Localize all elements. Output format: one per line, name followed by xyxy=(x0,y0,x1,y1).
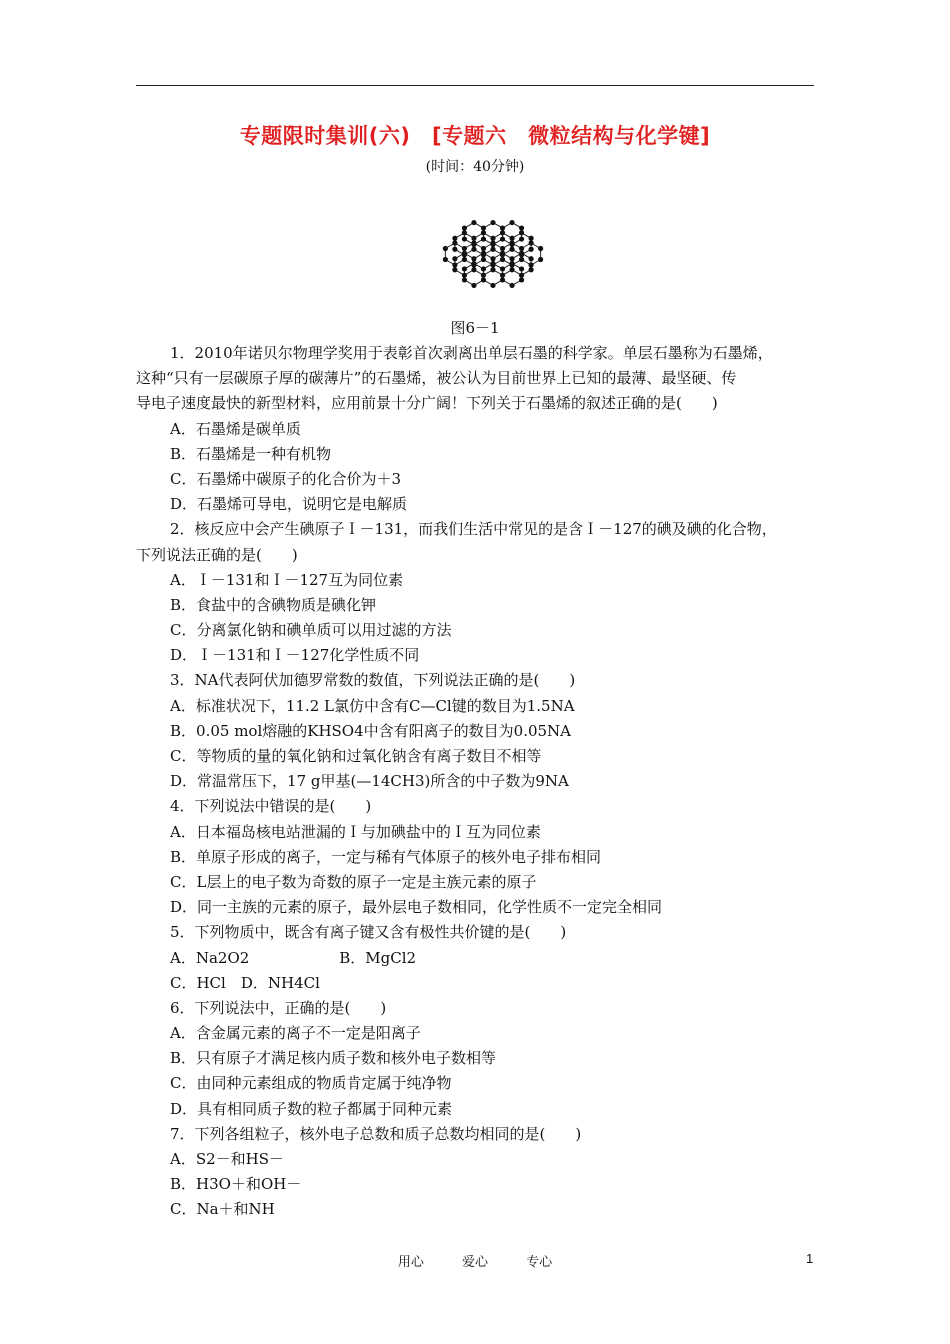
carbon-atom xyxy=(509,267,514,272)
carbon-atom xyxy=(529,240,534,245)
carbon-atom xyxy=(509,240,514,245)
carbon-atom xyxy=(443,246,448,251)
carbon-atom xyxy=(452,247,457,252)
carbon-atom xyxy=(462,257,467,262)
text-line: C．由同种元素组成的物质肯定属于纯净物 xyxy=(170,1074,452,1093)
carbon-atom xyxy=(452,267,457,272)
graphene-structure-figure xyxy=(437,208,549,300)
text-line: 6．下列说法中，正确的是( ) xyxy=(170,998,387,1017)
carbon-atom xyxy=(481,246,486,251)
question-body xyxy=(136,341,816,1223)
carbon-atom xyxy=(519,257,524,262)
text-line: C．HCl D．NH4Cl xyxy=(170,973,320,992)
carbon-atom xyxy=(471,247,476,252)
figure-caption: 图6－1 xyxy=(450,319,500,337)
carbon-atom xyxy=(538,257,543,262)
carbon-atom xyxy=(462,277,467,282)
carbon-atom xyxy=(490,267,495,272)
carbon-atom xyxy=(500,273,505,278)
carbon-atom xyxy=(471,267,476,272)
carbon-atom xyxy=(509,247,514,252)
carbon-atom xyxy=(538,246,543,251)
carbon-atom xyxy=(481,251,486,256)
text-line: C．分离氯化钠和碘单质可以用过滤的方法 xyxy=(170,621,452,640)
page-number: 1 xyxy=(806,1251,814,1266)
carbon-atom xyxy=(500,246,505,251)
text-line: C．Na＋和NH xyxy=(170,1200,275,1219)
carbon-atom xyxy=(519,266,524,271)
carbon-atom xyxy=(500,257,505,262)
carbon-atom xyxy=(490,256,495,261)
text-line: A．Ｉ－131和Ｉ－127互为同位素 xyxy=(170,570,404,589)
text-line: A．石墨烯是碳单质 xyxy=(170,419,301,438)
carbon-atom xyxy=(490,240,495,245)
text-line: 2．核反应中会产生碘原子Ｉ－131，而我们生活中常见的是含Ｉ－127的碘及碘的化合物， xyxy=(170,520,777,539)
text-line: 7．下列各组粒子，核外电子总数和质子总数均相同的是( ) xyxy=(170,1124,582,1143)
text-line: A．含金属元素的离子不一定是阳离子 xyxy=(170,1024,421,1043)
carbon-atom xyxy=(529,236,534,241)
text-line: 3．NA代表阿伏加德罗常数的数值，下列说法正确的是( ) xyxy=(170,671,576,690)
carbon-atom xyxy=(481,225,486,230)
carbon-atom xyxy=(443,257,448,262)
footer-motto: 用心 爱心 专心 xyxy=(397,1255,553,1270)
carbon-atom xyxy=(481,277,486,282)
carbon-atom xyxy=(462,266,467,271)
carbon-atom xyxy=(519,230,524,235)
carbon-atom xyxy=(462,230,467,235)
carbon-atom xyxy=(481,230,486,235)
carbon-atom xyxy=(509,236,514,241)
carbon-atom xyxy=(500,236,505,241)
carbon-atom xyxy=(519,225,524,230)
carbon-atom xyxy=(490,261,495,266)
carbon-atom xyxy=(490,247,495,252)
carbon-atom xyxy=(452,262,457,267)
carbon-atom xyxy=(500,277,505,282)
carbon-atom xyxy=(462,246,467,251)
text-line: 导电子速度最快的新型材料，应用前景十分广阔！下列关于石墨烯的叙述正确的是( ) xyxy=(136,394,718,413)
carbon-atom xyxy=(519,277,524,282)
carbon-atom xyxy=(462,251,467,256)
text-line: B．单原子形成的离子，一定与稀有气体原子的核外电子排布相同 xyxy=(170,847,602,866)
time-note: (时间：40分钟) xyxy=(425,159,525,175)
carbon-atom xyxy=(519,251,524,256)
text-line: B．0.05 mol熔融的KHSO4中含有阳离子的数目为0.05NA xyxy=(170,721,572,740)
carbon-atom xyxy=(462,225,467,230)
text-line: C．L层上的电子数为奇数的原子一定是主族元素的原子 xyxy=(170,872,537,891)
text-line: B．石墨烯是一种有机物 xyxy=(170,444,332,463)
carbon-atom xyxy=(529,256,534,261)
carbon-atom xyxy=(490,283,495,288)
text-line: 1．2010年诺贝尔物理学奖用于表彰首次剥离出单层石墨的科学家。单层石墨称为石墨烯， xyxy=(170,344,773,362)
text-line: 4．下列说法中错误的是( ) xyxy=(170,797,372,816)
carbon-atom xyxy=(471,220,476,225)
carbon-atom xyxy=(500,251,505,256)
carbon-atom xyxy=(509,261,514,266)
text-line: A．日本福岛核电站泄漏的Ｉ与加碘盐中的Ｉ互为同位素 xyxy=(170,822,541,841)
text-line: 这种“只有一层碳原子厚的碳薄片”的石墨烯，被公认为目前世界上已知的最薄、最坚硬、传 xyxy=(136,369,737,388)
document-title: 专题限时集训(六) [专题六 微粒结构与化学键] xyxy=(239,124,711,148)
carbon-atom xyxy=(509,220,514,225)
carbon-atom xyxy=(471,256,476,261)
header-rule xyxy=(136,85,814,86)
carbon-atom xyxy=(481,236,486,241)
carbon-atom xyxy=(519,273,524,278)
carbon-atom xyxy=(500,230,505,235)
text-line: A．Na2O2 B．MgCl2 xyxy=(170,948,417,967)
carbon-atom xyxy=(481,266,486,271)
text-line: D．Ｉ－131和Ｉ－127化学性质不同 xyxy=(170,646,420,665)
text-line: C．等物质的量的氧化钠和过氧化钠含有离子数目不相等 xyxy=(170,747,542,765)
carbon-atom xyxy=(509,256,514,261)
carbon-atom xyxy=(500,225,505,230)
text-line: B．只有原子才满足核内质子数和核外电子数相等 xyxy=(170,1049,497,1068)
carbon-atom xyxy=(462,236,467,241)
text-line: B．H3O＋和OH－ xyxy=(170,1175,302,1194)
text-line: 下列说法正确的是( ) xyxy=(136,545,298,564)
text-line: D．石墨烯可导电，说明它是电解质 xyxy=(170,495,408,514)
carbon-atom xyxy=(519,246,524,251)
carbon-atom xyxy=(529,247,534,252)
carbon-atom xyxy=(490,236,495,241)
carbon-atom xyxy=(529,262,534,267)
text-line: D．同一主族的元素的原子，最外层电子数相同，化学性质不一定完全相同 xyxy=(170,898,663,917)
carbon-atom xyxy=(471,261,476,266)
carbon-atom xyxy=(481,273,486,278)
text-line: D．具有相同质子数的粒子都属于同种元素 xyxy=(170,1099,453,1118)
carbon-atom xyxy=(471,283,476,288)
text-line: B．食盐中的含碘物质是碘化钾 xyxy=(170,595,377,614)
carbon-atom xyxy=(500,266,505,271)
carbon-atom xyxy=(471,240,476,245)
carbon-atom xyxy=(462,273,467,278)
carbon-atom xyxy=(509,283,514,288)
carbon-atom xyxy=(519,236,524,241)
text-line: A．标准状况下，11.2 L氯仿中含有C—Cl键的数目为1.5NA xyxy=(170,696,575,715)
text-line: C．石墨烯中碳原子的化合价为＋3 xyxy=(170,469,402,488)
text-line: A．S2－和HS－ xyxy=(170,1150,285,1168)
carbon-atom xyxy=(471,236,476,241)
carbon-atom xyxy=(481,257,486,262)
carbon-atom xyxy=(452,256,457,261)
carbon-atom xyxy=(529,267,534,272)
carbon-atom xyxy=(452,240,457,245)
carbon-atom xyxy=(452,236,457,241)
text-line: D．常温常压下，17 g甲基(—14CH3)所含的中子数为9NA xyxy=(170,772,569,791)
text-line: 5．下列物质中，既含有离子键又含有极性共价键的是( ) xyxy=(170,923,567,942)
carbon-atom xyxy=(490,220,495,225)
